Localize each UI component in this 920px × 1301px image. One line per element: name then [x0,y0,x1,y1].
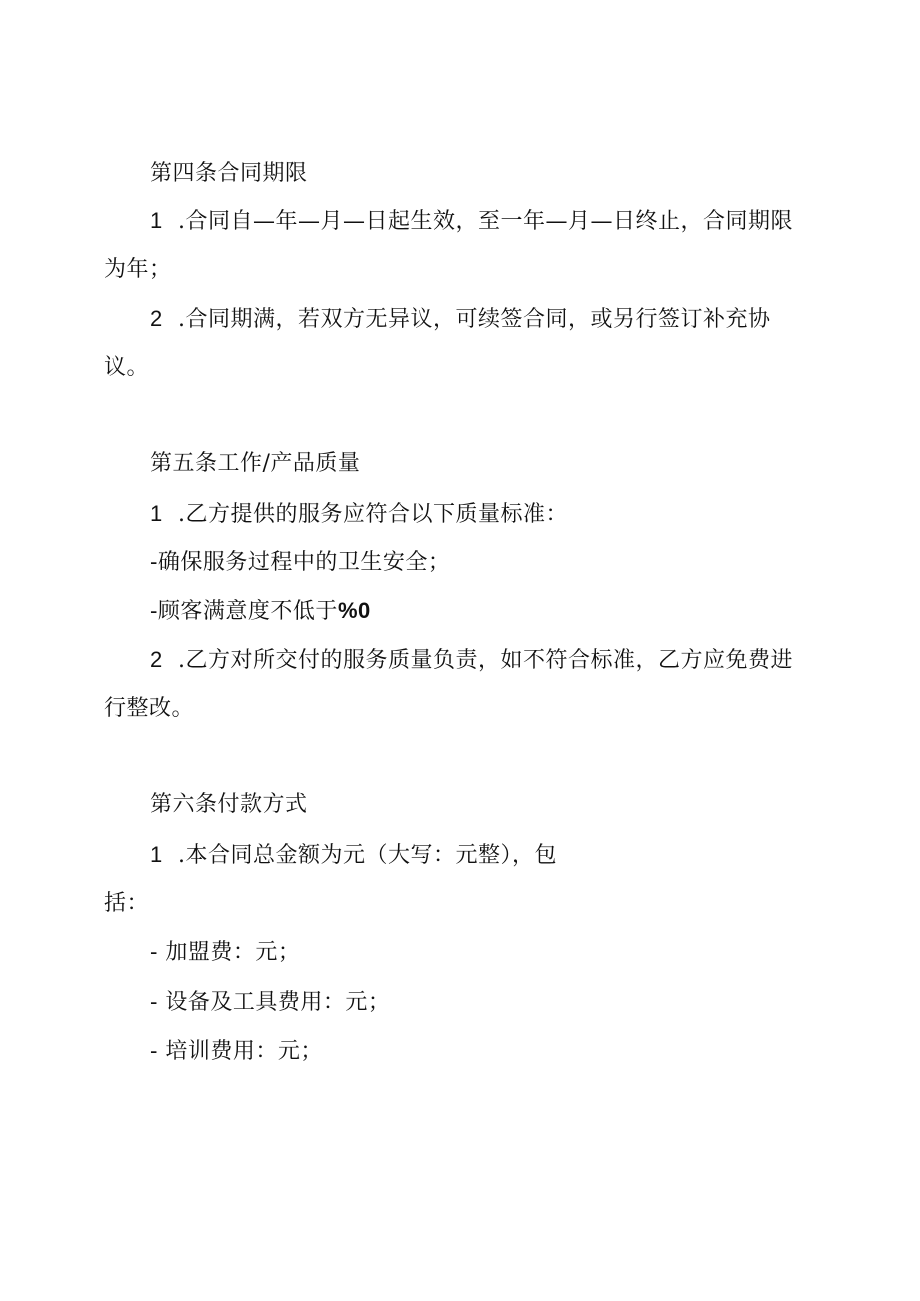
section5-item2-text: .乙方对所交付的服务质量负责，如不符合标准，乙方应免费进 [178,648,793,673]
section5-item2-number: 2 [150,647,163,672]
section5-item1 [150,500,568,529]
section6-item1-continuation: 括： [104,891,150,916]
section6-heading: 第六条付款方式 [150,792,308,817]
section4-item2 [150,305,771,334]
section5-item1-text: .乙方提供的服务应符合以下质量标准： [178,502,568,527]
section4-item1 [150,207,793,236]
section4-item1-number: 1 [150,208,163,233]
section6-bullet-equipment-fee: - 设备及工具费用：元； [150,990,391,1015]
satisfaction-value: %0 [337,598,371,623]
section5-item2 [150,646,793,675]
section6-bullet-training-fee: - 培训费用：元； [150,1039,323,1064]
section5-bullet-satisfaction [150,597,371,626]
satisfaction-label: -顾客满意度不低于 [150,599,338,624]
section6-item1-number: 1 [150,842,163,867]
section4-item2-number: 2 [150,306,163,331]
section4-item2-text: .合同期满，若双方无异议，可续签合同，或另行签订补充协 [178,307,771,332]
section5-item2-continuation: 行整改。 [104,696,195,721]
section5-item1-number: 1 [150,501,163,526]
section6-item1-text: .本合同总金额为元（大写：元整），包 [178,843,557,868]
section5-bullet-hygiene: -确保服务过程中的卫生安全； [150,550,451,575]
section5-heading: 第五条工作/产品质量 [150,451,361,476]
section4-heading: 第四条合同期限 [150,161,308,186]
section4-item1-text: .合同自—年—月—日起生效，至一年—月—日终止，合同期限 [178,209,793,234]
section4-item1-continuation: 为年； [104,257,172,282]
section4-item2-continuation: 议。 [104,355,150,380]
section6-item1 [150,841,557,870]
section6-bullet-franchise-fee: - 加盟费：元； [150,940,301,965]
